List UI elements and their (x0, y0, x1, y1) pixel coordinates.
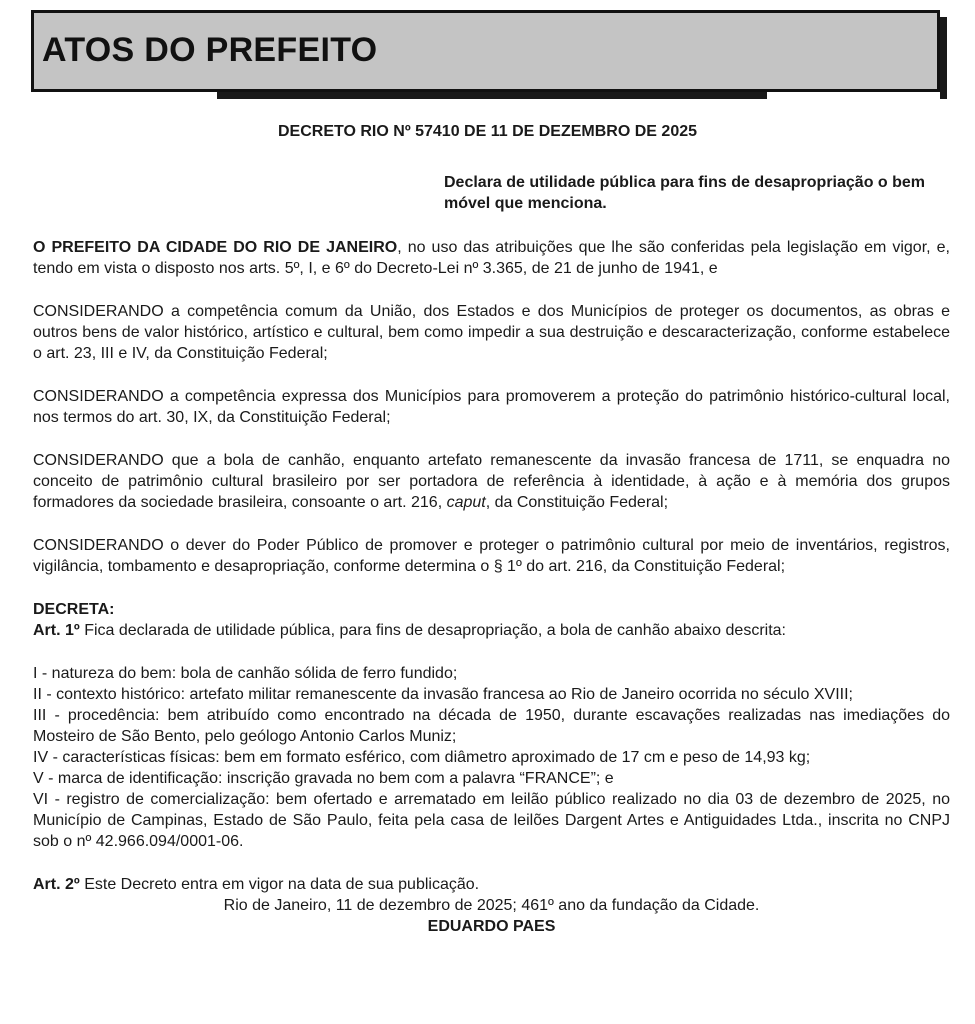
header-shadow-right (940, 17, 947, 99)
preamble (33, 237, 950, 279)
place-date: Rio de Janeiro, 11 de dezembro de 2025; 461º ano da fundação da Cidade. (223, 897, 760, 914)
article-1-text: Fica declarada de utilidade pública, para fins de desapropriação, a bola de canhão abaixo descrita: (79, 622, 786, 639)
considerando-3-text: CONSIDERANDO que a bola de canhão, enquanto artefato remanescente da invasão francesa de 1711, se enquadra no conceito de patrimônio cultural brasileiro por ser portadora de referência à identidade, à ação e à memória dos grupos formadores da sociedade brasileira, consoante o art. 216, (33, 452, 950, 511)
article-1 (33, 620, 950, 641)
section-header (31, 10, 947, 104)
preamble-authority: O PREFEITO DA CIDADE DO RIO DE JANEIRO (33, 239, 398, 256)
article-2 (33, 874, 950, 895)
item-list (33, 663, 950, 852)
signature: EDUARDO PAES (427, 918, 556, 935)
list-item: II - contexto histórico: artefato militar remanescente da invasão francesa ao Rio de Janeiro ocorrida no século XVIII; (33, 686, 853, 703)
considerando-1: CONSIDERANDO a competência comum da União, dos Estados e dos Municípios de proteger os documentos, as obras e outros bens de valor histórico, artístico e cultural, bem como impedir a sua destruição e descaracterização, conforme estabelece o art. 23, III e IV, da Constituição Federal; (33, 303, 950, 362)
list-item: III - procedência: bem atribuído como encontrado na década de 1950, durante escavações realizadas nas imediações do Mosteiro de São Bento, pelo geólogo Antonio Carlos Muniz; (33, 707, 950, 745)
list-item: I - natureza do bem: bola de canhão sólida de ferro fundido; (33, 665, 458, 682)
article-1-label: Art. 1º (33, 622, 80, 639)
decree-ementa: Declara de utilidade pública para fins de desapropriação o bem móvel que menciona. (444, 174, 926, 212)
header-shadow-bottom (217, 92, 767, 99)
article-2-label: Art. 2º (33, 876, 80, 893)
header-box (31, 10, 940, 92)
considerando-3-end: , da Constituição Federal; (485, 494, 669, 511)
considerando-3 (33, 450, 950, 513)
considerando-3-caput: caput (446, 494, 486, 511)
preamble-text: , no uso das atribuições que lhe são conferidas pela legislação em vigor, e, tendo em vista o disposto nos arts. 5º, I, e 6º do Decreto-Lei nº 3.365, de 21 de junho de 1941, e (33, 239, 950, 277)
section-title: ATOS DO PREFEITO (42, 31, 378, 69)
list-item: IV - características físicas: bem em formato esférico, com diâmetro aproximado de 17 cm e peso de 14,93 kg; (33, 749, 811, 766)
decree-body (33, 237, 950, 937)
article-2-text: Este Decreto entra em vigor na data de sua publicação. (79, 876, 480, 893)
considerando-4: CONSIDERANDO o dever do Poder Público de promover e proteger o patrimônio cultural por meio de inventários, registros, vigilância, tombamento e desapropriação, conforme determina o § 1º do art. 216, da Constituição Federal; (33, 537, 950, 575)
considerando-2: CONSIDERANDO a competência expressa dos Municípios para promoverem a proteção do patrimônio histórico-cultural local, nos termos do art. 30, IX, da Constituição Federal; (33, 388, 950, 426)
list-item: VI - registro de comercialização: bem ofertado e arrematado em leilão público realizado no dia 03 de dezembro de 2025, no Município de Campinas, Estado de São Paulo, feita pela casa de leilões Dargent Artes e Antiguidades Ltda., inscrita no CNPJ sob o nº 42.966.094/0001-06. (33, 791, 950, 850)
list-item: V - marca de identificação: inscrição gravada no bem com a palavra “FRANCE”; e (33, 770, 614, 787)
decree-title: DECRETO RIO Nº 57410 DE 11 DE DEZEMBRO DE 2025 (277, 123, 698, 140)
decreta-heading: DECRETA: (33, 601, 115, 618)
